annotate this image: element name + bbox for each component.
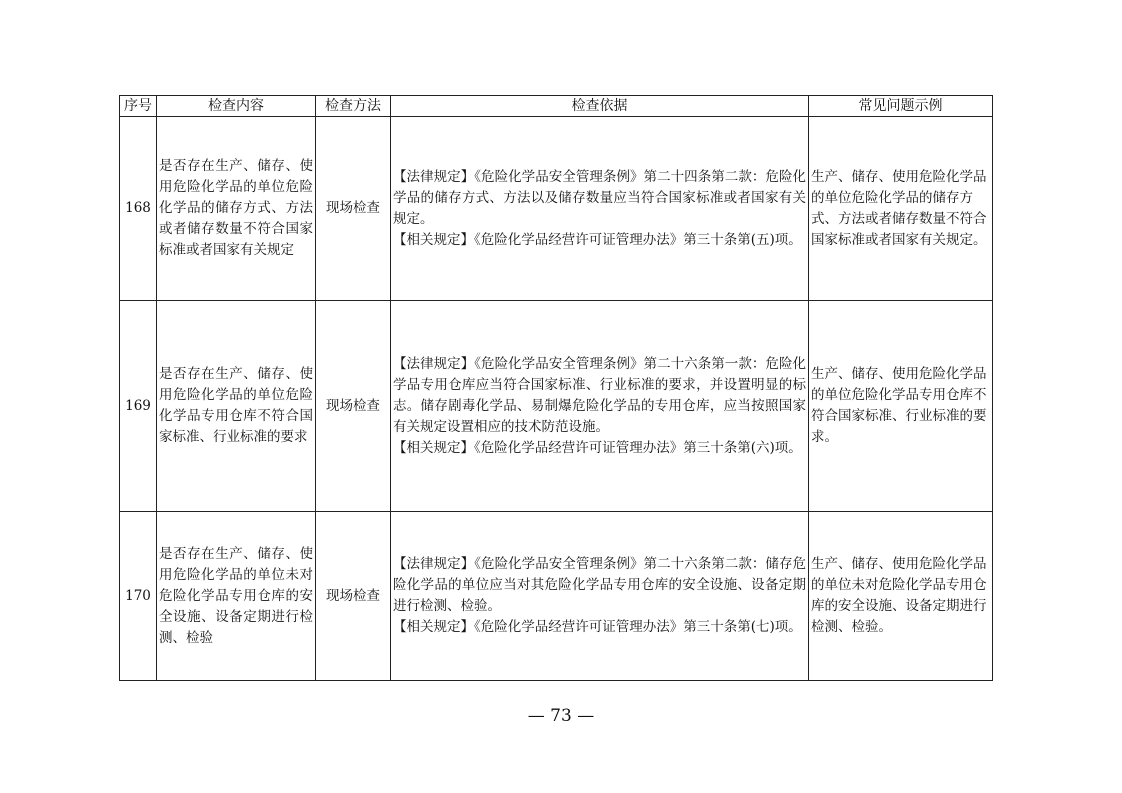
row-number: 170 bbox=[120, 512, 157, 681]
header-method: 检查方法 bbox=[316, 96, 391, 117]
table-row bbox=[120, 117, 993, 301]
basis-law: 【法律规定】《危险化学品安全管理条例》第二十六条第一款：危险化学品专用仓库应当符合国家标准、行业标准的要求，并设置明显的标志。储存剧毒化学品、易制爆危险化学品的专用仓库，应当按照国家有关规定设置相应的技术防范设施。 bbox=[393, 355, 806, 435]
basis-law: 【法律规定】《危险化学品安全管理条例》第二十六条第二款：储存危险化学品的单位应当对其危险化学品专用仓库的安全设施、设备定期进行检测、检验。 bbox=[393, 556, 806, 614]
header-serial: 序号 bbox=[120, 96, 157, 117]
check-content: 是否存在生产、储存、使用危险化学品的单位危险化学品的储存方式、方法或者储存数量不符合国家标准或者国家有关规定 bbox=[157, 117, 316, 301]
common-issue: 生产、储存、使用危险化学品的单位未对危险化学品专用仓库的安全设施、设备定期进行检测、检验。 bbox=[809, 512, 993, 681]
table-row bbox=[120, 512, 993, 681]
common-issue: 生产、储存、使用危险化学品的单位危险化学品的储存方式、方法或者储存数量不符合国家标准或者国家有关规定。 bbox=[809, 117, 993, 301]
table-header-row bbox=[120, 96, 993, 117]
check-content: 是否存在生产、储存、使用危险化学品的单位危险化学品专用仓库不符合国家标准、行业标准的要求 bbox=[157, 301, 316, 512]
row-number: 168 bbox=[120, 117, 157, 301]
common-issue: 生产、储存、使用危险化学品的单位危险化学品专用仓库不符合国家标准、行业标准的要求。 bbox=[809, 301, 993, 512]
row-number: 169 bbox=[120, 301, 157, 512]
basis-related: 【相关规定】《危险化学品经营许可证管理办法》第三十条第(六)项。 bbox=[393, 439, 802, 456]
header-content: 检查内容 bbox=[157, 96, 316, 117]
table-row bbox=[120, 301, 993, 512]
inspection-table bbox=[119, 95, 993, 681]
header-basis: 检查依据 bbox=[391, 96, 809, 117]
check-basis bbox=[391, 117, 809, 301]
check-basis bbox=[391, 512, 809, 681]
page-number: — 73 — bbox=[527, 706, 595, 726]
basis-related: 【相关规定】《危险化学品经营许可证管理办法》第三十条第(五)项。 bbox=[393, 231, 802, 248]
check-basis bbox=[391, 301, 809, 512]
check-content: 是否存在生产、储存、使用危险化学品的单位未对危险化学品专用仓库的安全设施、设备定期进行检测、检验 bbox=[157, 512, 316, 681]
check-method: 现场检查 bbox=[316, 117, 391, 301]
header-issue: 常见问题示例 bbox=[809, 96, 993, 117]
check-method: 现场检查 bbox=[316, 512, 391, 681]
basis-related: 【相关规定】《危险化学品经营许可证管理办法》第三十条第(七)项。 bbox=[393, 619, 802, 635]
basis-law: 【法律规定】《危险化学品安全管理条例》第二十四条第二款：危险化学品的储存方式、方法以及储存数量应当符合国家标准或者国家有关规定。 bbox=[393, 168, 806, 227]
check-method: 现场检查 bbox=[316, 301, 391, 512]
